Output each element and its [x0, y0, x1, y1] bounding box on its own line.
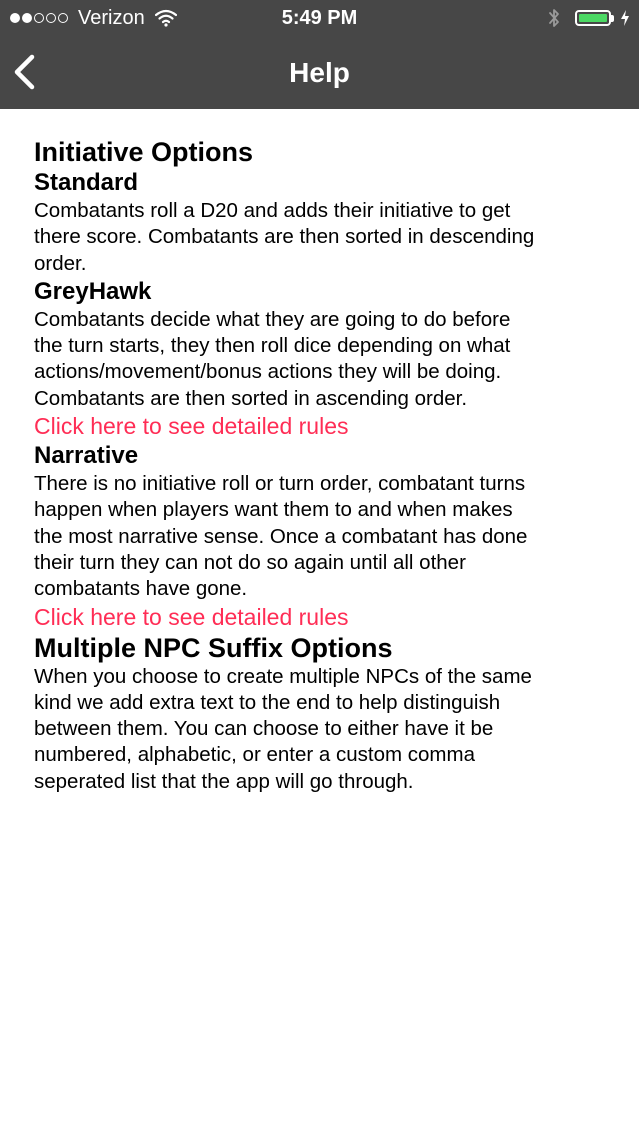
section-heading: Multiple NPC Suffix Options	[34, 632, 393, 663]
status-bar	[0, 0, 639, 36]
narrative-rules-link[interactable]: Click here to see detailed rules	[34, 603, 349, 630]
battery-icon	[575, 10, 611, 26]
battery-tip	[611, 15, 614, 22]
body-line: happen when players want them to and when makes	[34, 498, 513, 522]
subsection-title: Standard	[34, 169, 139, 196]
body-line: Combatants roll a D20 and adds their initiative to get	[34, 199, 511, 222]
body-line: combatants have gone.	[34, 577, 248, 601]
subsection-title: GreyHawk	[34, 277, 152, 305]
body-line: between them. You can choose to either have it be	[34, 717, 494, 741]
header	[0, 0, 639, 109]
body-line: When you choose to create multiple NPCs of the same	[34, 664, 532, 688]
body-line: the most narrative sense. Once a combatant has done	[34, 524, 528, 548]
body-line: Combatants decide what they are going to do before	[34, 307, 511, 331]
body-line: There is no initiative roll or turn order, combatant turns	[34, 472, 526, 496]
navigation-bar	[0, 36, 639, 109]
status-time: 5:49 PM	[281, 7, 358, 29]
body-line: seperated list that the app will go through.	[34, 769, 414, 793]
carrier-name: Verizon	[78, 7, 145, 29]
charging-bolt-icon	[619, 9, 631, 27]
body-line: the turn starts, they then roll dice depending on what	[34, 334, 511, 358]
page-title: Help	[289, 57, 350, 88]
section-heading: Initiative Options	[34, 137, 254, 167]
body-line: order.	[34, 251, 87, 275]
subsection-title: Narrative	[34, 442, 139, 470]
status-right	[547, 0, 631, 36]
body-line: numbered, alphabetic, or enter a custom comma	[34, 743, 475, 767]
bluetooth-icon	[547, 7, 561, 29]
body-line: kind we add extra text to the end to help distinguish	[34, 690, 501, 714]
body-line: there score. Combatants are then sorted in descending	[34, 225, 535, 249]
body-line: actions/movement/bonus actions they will be doing.	[34, 360, 502, 384]
body-line: Combatants are then sorted in ascending order.	[34, 386, 468, 410]
greyhawk-rules-link[interactable]: Click here to see detailed rules	[34, 413, 349, 440]
help-content	[34, 136, 614, 795]
battery-level	[579, 14, 607, 22]
body-line: their turn they can not do so again until all other	[34, 550, 466, 574]
